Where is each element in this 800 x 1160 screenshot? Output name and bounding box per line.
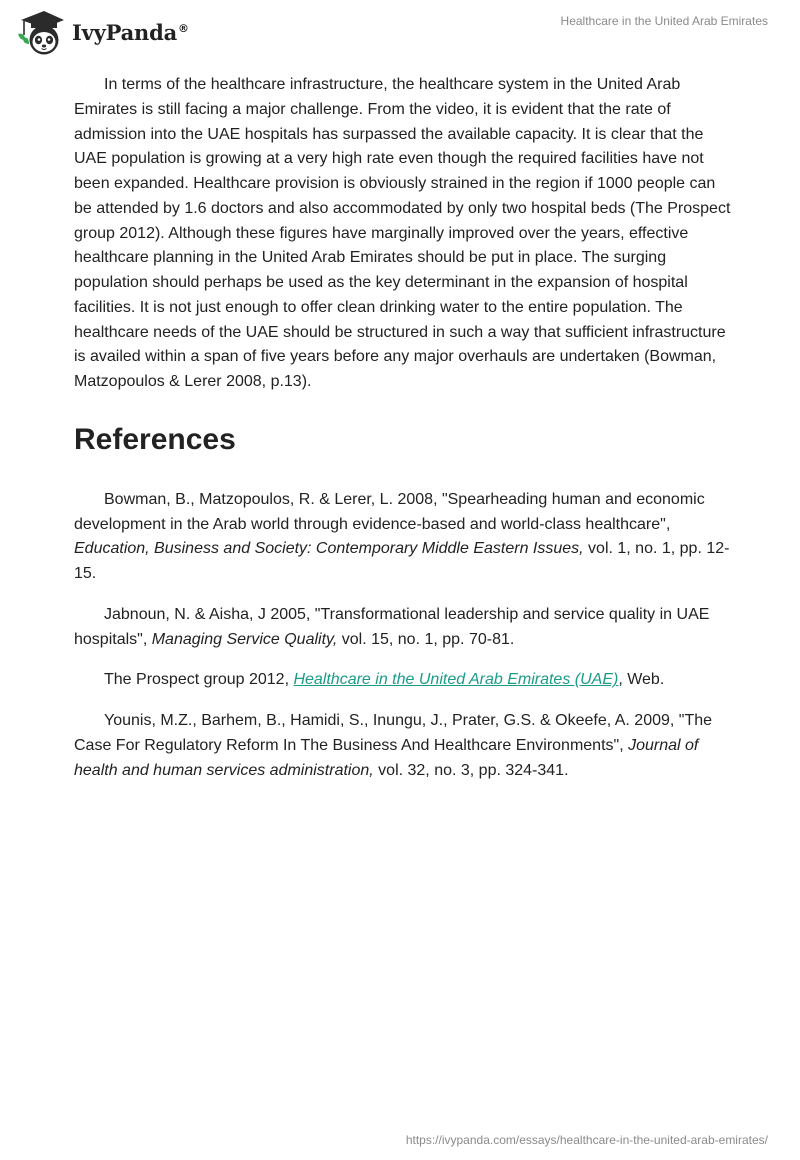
reference-link[interactable]: Healthcare in the United Arab Emirates (UAE) <box>293 671 619 689</box>
page-header <box>0 0 800 64</box>
reference-source-title: Education, Business and Society: Contemporary Middle Eastern Issues, <box>74 540 584 558</box>
reference-details: vol. 1, no. 1, pp. 12-15. <box>74 540 730 582</box>
reference-text: Younis, M.Z., Barhem, B., Hamidi, S., Inungu, J., Prater, G.S. & Okeefe, A. 2009, "The Case For Regulatory Reform In The Business And Healthcare Environments", <box>74 712 713 754</box>
reference-text: Bowman, B., Matzopoulos, R. & Lerer, L. 2008, "Spearheading human and economic development in the Arab world through evidence-based and world-class healthcare", <box>74 490 705 533</box>
registered-mark: ® <box>178 21 189 35</box>
footer-url: https://ivypanda.com/essays/healthcare-in-the-united-arab-emirates/ <box>405 1133 768 1147</box>
essay-content <box>74 73 734 799</box>
reference-source-title: Managing Service Quality, <box>151 630 338 648</box>
reference-source-title: Journal of health and human services administration, <box>74 736 699 779</box>
reference-item <box>74 709 734 783</box>
reference-item <box>74 603 734 653</box>
body-paragraph: In terms of the healthcare infrastructure, the healthcare system in the United Arab Emirates is still facing a major challenge. From the video, it is evident that the rate of admission into the UAE hospitals has surpassed the available capacity. It is clear that the UAE population is growing at a very high rate even though the required facilities have not been expanded. Healthcare provision is obviously strained in the region if 1000 people can be attended by 1.6 doctors and also accommodated by only two hospital beds (The Prospect group 2012). Although these figures have marginally improved over the years, effective healthcare planning in the United Arab Emirates should be put in place. The surging population should perhaps be used as the key determinant in the expansion of hospital facilities. It is not just enough to offer clean drinking water to the entire population. The healthcare needs of the UAE should be structured in such a way that sufficient infrastructure is availed within a span of five years before any major overhauls are undertaken (Bowman, Matzopoulos & Lerer 2008, p.13). <box>74 76 731 390</box>
reference-text: The Prospect group 2012, <box>104 671 294 689</box>
references-heading: References <box>74 422 236 456</box>
reference-details: , Web. <box>618 671 665 689</box>
reference-item <box>74 668 734 693</box>
brand-name <box>72 20 189 45</box>
panda-graduate-logo-icon <box>14 8 66 58</box>
document-title: Healthcare in the United Arab Emirates <box>560 14 768 28</box>
ivypanda-logo[interactable] <box>14 8 189 58</box>
reference-details: vol. 32, no. 3, pp. 324-341. <box>373 761 569 779</box>
reference-text: Jabnoun, N. & Aisha, J 2005, "Transformational leadership and service quality in UAE hospitals", <box>74 605 710 648</box>
reference-item <box>74 488 734 587</box>
brand-name-text: IvyPanda <box>72 19 178 45</box>
reference-details: vol. 15, no. 1, pp. 70-81. <box>337 630 515 648</box>
